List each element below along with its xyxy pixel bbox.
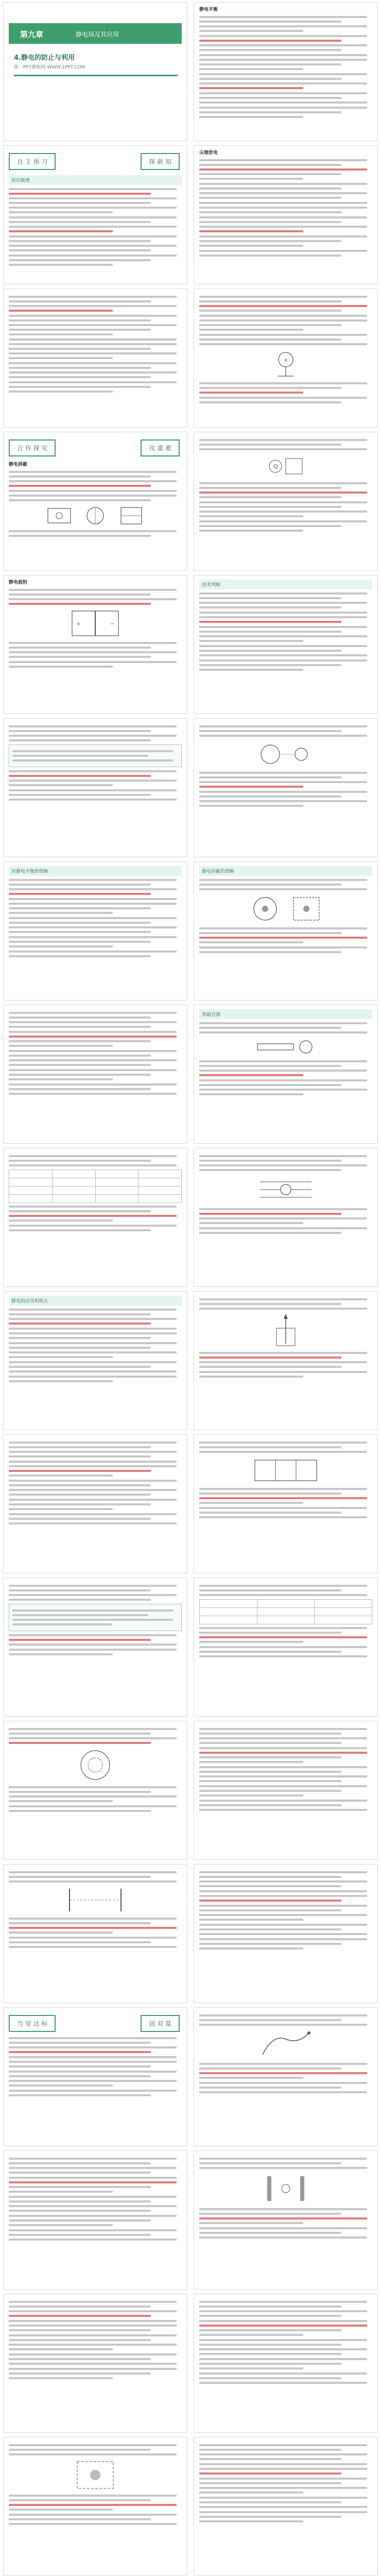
slide-23[interactable] xyxy=(3,1578,187,1717)
figure-precipitator xyxy=(9,608,182,639)
slide-28[interactable] xyxy=(194,1864,378,2003)
site-url: 第一PPT模板网-WWW.1PPT.COM xyxy=(14,65,85,70)
svg-text:+: + xyxy=(284,358,288,363)
figure-electrodes xyxy=(9,1886,182,1914)
slide-13[interactable] xyxy=(3,861,187,1001)
slide-heading: 尖端放电 xyxy=(199,150,218,156)
chapter-number: 第九章 xyxy=(20,30,44,39)
slide-27[interactable] xyxy=(3,1864,187,2003)
section-label: 基础自测 xyxy=(199,1009,372,1019)
slide-5[interactable] xyxy=(3,289,187,428)
slide-29-practice[interactable] xyxy=(3,2007,187,2146)
comparison-table xyxy=(9,1170,182,1203)
section-label: 静电的应用和防止 xyxy=(9,1296,182,1306)
info-box xyxy=(9,744,182,767)
slide-30[interactable] xyxy=(194,2007,378,2146)
section-tags xyxy=(9,2015,182,2032)
section-label: 对静电平衡的理解 xyxy=(9,866,182,876)
slide-16[interactable] xyxy=(194,1005,378,1144)
slide-18[interactable] xyxy=(194,1148,378,1287)
figure-sphere-shell xyxy=(9,1747,182,1783)
section-label: 思考判断 xyxy=(199,580,372,589)
slide-8[interactable] xyxy=(194,432,378,571)
slide-20[interactable] xyxy=(194,1291,378,1430)
figure-lightning-rod xyxy=(199,1313,372,1349)
section-label: 静电屏蔽的理解 xyxy=(199,866,372,876)
slide-12[interactable] xyxy=(194,718,378,857)
cover-divider xyxy=(14,75,178,76)
slide-6[interactable] xyxy=(194,289,378,428)
figure-spheres xyxy=(199,740,372,769)
tag-practice[interactable]: 当 堂 达 标 xyxy=(9,2015,56,2032)
lesson-title: 4.静电的防止与利用 xyxy=(14,54,75,62)
svg-text:−: − xyxy=(110,621,115,627)
slide-22[interactable] xyxy=(194,1434,378,1573)
info-box xyxy=(9,1604,182,1631)
figure-circuit xyxy=(199,1456,372,1485)
slide-7-cooperation[interactable] xyxy=(3,432,187,571)
figure-conductors xyxy=(9,504,182,527)
slide-3-self-study[interactable] xyxy=(3,145,187,284)
slide-21[interactable] xyxy=(3,1434,187,1573)
slide-heading: 静电屏蔽 xyxy=(9,462,28,467)
slide-32[interactable] xyxy=(194,2150,378,2290)
section-tags xyxy=(9,153,182,170)
figure-charge xyxy=(199,453,372,479)
chapter-title: 静电场及其应用 xyxy=(76,31,119,38)
figure-electroscope xyxy=(199,348,372,379)
slide-2[interactable] xyxy=(194,2,378,141)
slide-34[interactable] xyxy=(194,2294,378,2433)
svg-text:Q: Q xyxy=(273,463,278,470)
slide-31[interactable] xyxy=(3,2150,187,2290)
slide-10[interactable] xyxy=(194,575,378,714)
slide-heading: 静电平衡 xyxy=(199,7,218,12)
slide-11[interactable] xyxy=(3,718,187,857)
slide-36[interactable] xyxy=(194,2437,378,2576)
section-label: 知识梳理 xyxy=(9,175,182,185)
tag-consolidate[interactable]: 固 双 基 xyxy=(141,2015,180,2032)
chapter-banner xyxy=(9,23,182,44)
figure-shield xyxy=(199,893,372,924)
slide-14[interactable] xyxy=(194,861,378,1001)
slide-35[interactable] xyxy=(3,2437,187,2576)
svg-text:+: + xyxy=(76,621,81,627)
slide-17[interactable] xyxy=(3,1148,187,1287)
tag-cooperation[interactable]: 合 作 探 究 xyxy=(9,439,56,456)
figure-field xyxy=(199,1174,372,1205)
slide-9[interactable] xyxy=(3,575,187,714)
slide-33[interactable] xyxy=(3,2294,187,2433)
tag-difficulty[interactable]: 攻 重 难 xyxy=(141,439,180,456)
figure-plates xyxy=(199,2172,372,2205)
slide-26[interactable] xyxy=(194,1721,378,1860)
data-table xyxy=(199,1599,372,1624)
section-tags xyxy=(9,439,182,456)
slide-25[interactable] xyxy=(3,1721,187,1860)
slide-19[interactable] xyxy=(3,1291,187,1430)
slide-15[interactable] xyxy=(3,1005,187,1144)
figure-ball-cage xyxy=(9,2459,182,2492)
slide-heading: 静电吸附 xyxy=(9,580,28,585)
figure-conductor-shape xyxy=(199,2029,372,2060)
slide-cover[interactable] xyxy=(3,2,187,141)
tag-self-study[interactable]: 自 主 预 习 xyxy=(9,153,56,170)
figure-rod xyxy=(199,1037,372,1057)
slide-24[interactable] xyxy=(194,1578,378,1717)
tag-explore[interactable]: 探 新 知 xyxy=(141,153,180,170)
slide-4[interactable] xyxy=(194,145,378,284)
